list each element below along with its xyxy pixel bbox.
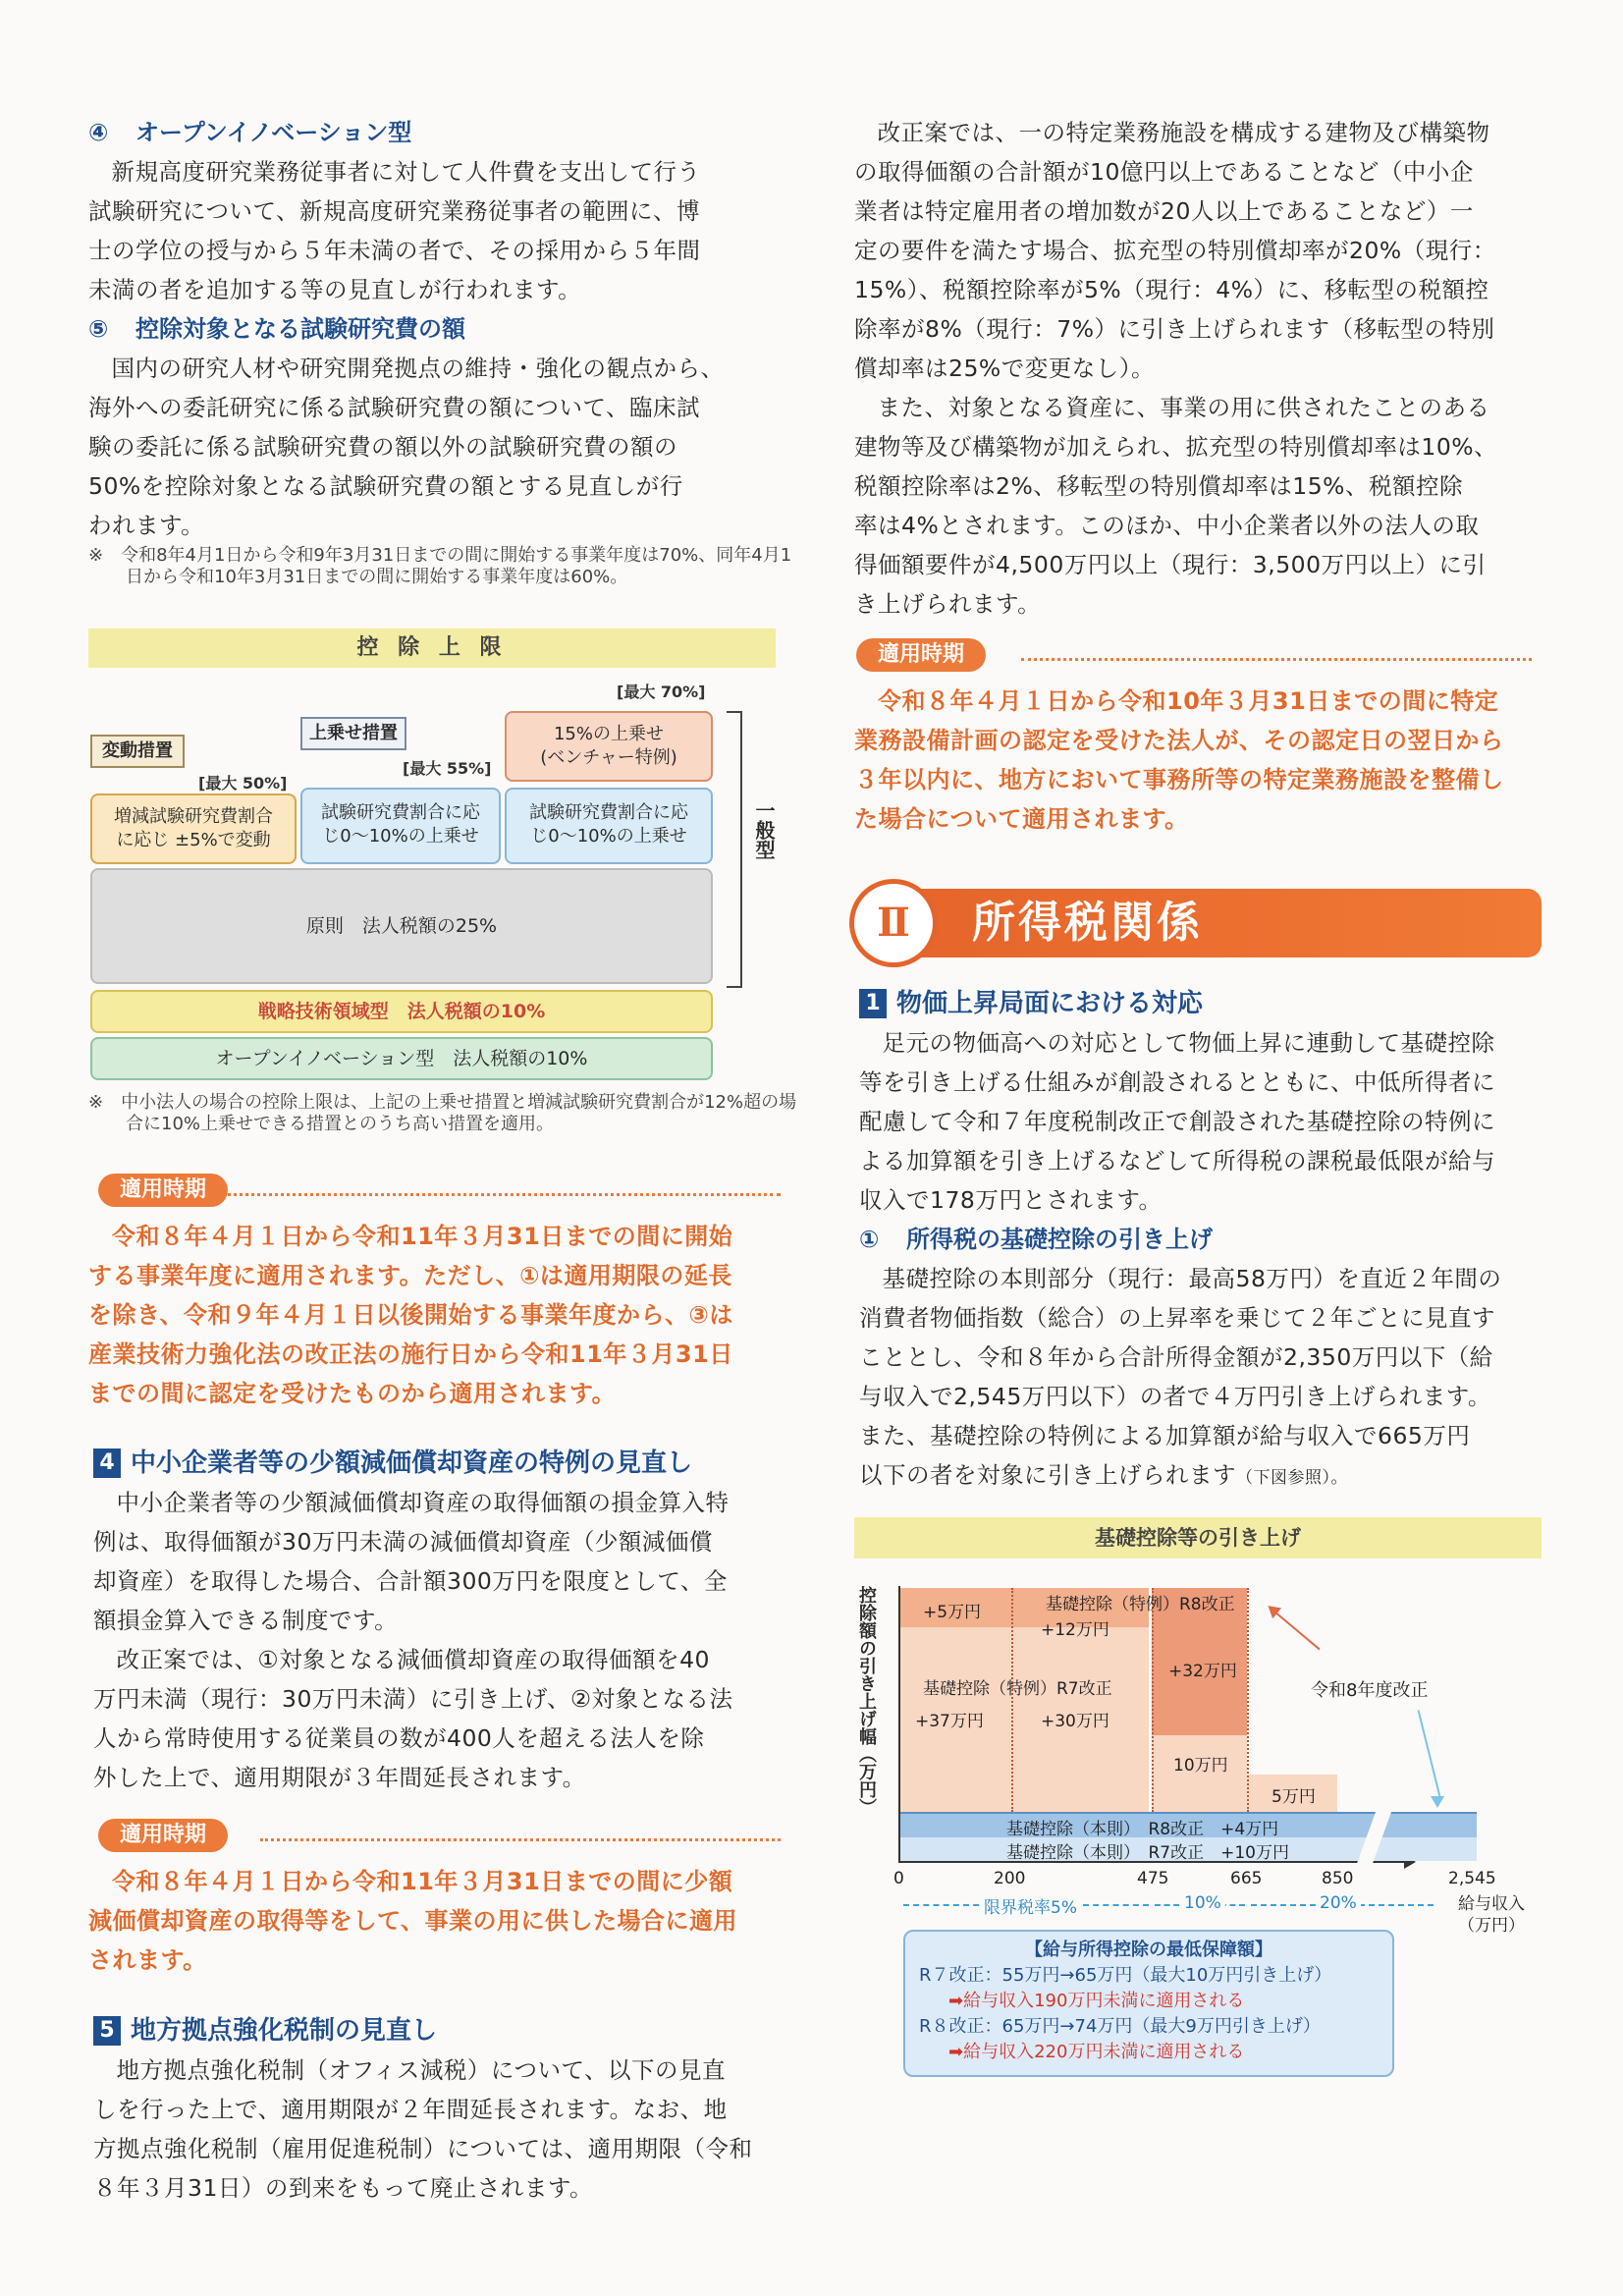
period-label: 適用時期 bbox=[856, 638, 986, 672]
paragraph-line: 験の委託に係る試験研究費の額以外の試験研究費の額の bbox=[88, 433, 677, 461]
period-line: までの間に認定を受けたものから適用されます。 bbox=[88, 1380, 617, 1407]
tick-label: 2,545 bbox=[1448, 1869, 1496, 1888]
max-50-label: [最大 50%] bbox=[198, 774, 288, 793]
paragraph-line: 得価額要件が4,500万円以上（現行：3,500万円以上）に引 bbox=[854, 551, 1487, 578]
paragraph-line: 基礎控除の本則部分（現行：最高58万円）を直近２年間の bbox=[882, 1265, 1502, 1292]
paragraph-line: また、基礎控除の特例による加算額が給与収入で665万円 bbox=[859, 1422, 1471, 1449]
paragraph-line: ８年３月31日）の到来をもって廃止されます。 bbox=[93, 2174, 594, 2202]
period-label: 適用時期 bbox=[98, 1174, 228, 1207]
chart-ylabel: 控除額の引き上げ幅（万円） bbox=[856, 1586, 877, 1816]
chart-xlabel: 給与収入 （万円） bbox=[1458, 1894, 1525, 1936]
tick-label: 850 bbox=[1322, 1869, 1354, 1888]
paragraph-line: 試験研究について、新規高度研究業務従事者の範囲に、博 bbox=[88, 197, 701, 225]
paragraph-line: 新規高度研究業務従事者に対して人件費を支出して行う bbox=[111, 158, 701, 186]
info-box bbox=[903, 1930, 1394, 2077]
footnote: ※ 令和8年4月1日から令和9年3月31日までの間に開始する事業年度は70%、同年4月1日から令和10年3月31日までの間に開始する事業年度は60%。 bbox=[88, 545, 792, 587]
label-plus37: +37万円 bbox=[915, 1712, 984, 1731]
diagram-footnote: ※ 中小法人の場合の控除上限は、上記の上乗せ措置と増減試験研究費割合が12%超の場合に10%上乗せできる措置とのうち高い措置を適用。 bbox=[88, 1092, 797, 1134]
period-block-1 bbox=[88, 1174, 785, 1413]
right-column bbox=[854, 113, 1551, 624]
period-block-2 bbox=[88, 1819, 785, 1980]
subsection-heading: ⑤ 控除対象となる試験研究費の額 bbox=[88, 315, 465, 343]
info-box-line: R８改正：65万円→74万円（最大9万円引き上げ） bbox=[919, 2016, 1321, 2037]
rate-label-5: 限界税率5% bbox=[980, 1893, 1081, 1918]
paragraph-line: 未満の者を追加する等の見直しが行われます。 bbox=[88, 276, 582, 303]
label-plus12: +12万円 bbox=[1041, 1620, 1109, 1640]
paragraph-line: こととし、令和８年から合計所得金額が2,350万円以下（給 bbox=[859, 1343, 1493, 1371]
paragraph-line: 15%）、税額控除率が5%（現行：4%）に、移転型の税額控 bbox=[854, 276, 1489, 303]
label-5: 5万円 bbox=[1271, 1787, 1316, 1807]
tick-label: 0 bbox=[893, 1869, 904, 1888]
info-box-line: R７改正：55万円→65万円（最大10万円引き上げ） bbox=[919, 1965, 1332, 1986]
paragraph-line: 例は、取得価額が30万円未満の減価償却資産（少額減価償 bbox=[93, 1528, 713, 1556]
rate-label-10: 10% bbox=[1180, 1893, 1225, 1913]
ippan-label: 一般型 bbox=[752, 800, 776, 859]
gensoku-box: 原則 法人税額の25% bbox=[90, 868, 713, 984]
paragraph-line: き上げられます。 bbox=[854, 590, 1042, 618]
tick-label: 665 bbox=[1230, 1869, 1263, 1888]
paragraph-line: 改正案では、①対象となる減価償却資産の取得価額を40 bbox=[116, 1646, 710, 1673]
info-box-line: ➡給与収入220万円未満に適用される bbox=[948, 2042, 1245, 2062]
period-line: されます。 bbox=[88, 1946, 207, 1974]
annotation-label: 令和8年度改正 bbox=[1311, 1680, 1429, 1701]
period-line: た場合について適用されます。 bbox=[854, 805, 1189, 833]
period-block-3 bbox=[854, 638, 1551, 839]
paragraph-line: しを行った上で、適用期限が２年間延長されます。なお、地 bbox=[93, 2096, 728, 2123]
paragraph-line: われます。 bbox=[88, 512, 205, 539]
paragraph-line: の取得価額の合計額が10億円以上であることなど（中小企 bbox=[854, 158, 1474, 186]
subsection-heading: ① 所得税の基礎控除の引き上げ bbox=[859, 1226, 1213, 1253]
label-10: 10万円 bbox=[1173, 1756, 1228, 1776]
paragraph-line: 消費者物価指数（総合）の上昇率を乗じて２年ごとに見直す bbox=[859, 1304, 1495, 1332]
paragraph-line: よる加算額を引き上げるなどして所得税の課税最低限が給与 bbox=[859, 1147, 1495, 1175]
hendou-label: 変動措置 bbox=[90, 735, 185, 768]
paragraph-line: 収入で178万円とされます。 bbox=[859, 1186, 1163, 1214]
subsection-heading: ④ オープンイノベーション型 bbox=[88, 119, 412, 146]
paragraph-line: 50%を控除対象となる試験研究費の額とする見直しが行 bbox=[88, 472, 683, 500]
label-plus30: +30万円 bbox=[1041, 1712, 1109, 1731]
paragraph-line: 与収入で2,545万円以下）の者で４万円引き上げられます。 bbox=[859, 1383, 1491, 1410]
section-2-banner bbox=[849, 879, 1542, 967]
senryaku-box: 戦略技術領域型 法人税額の10% bbox=[90, 990, 713, 1033]
open-box: オープンイノベーション型 法人税額の10% bbox=[90, 1037, 713, 1080]
section-2-title: 所得税関係 bbox=[972, 898, 1203, 948]
paragraph-line: 定の要件を満たす場合、拡充型の特別償却率が20%（現行： bbox=[854, 237, 1496, 264]
section-heading: 5 地方拠点強化税制の見直し bbox=[93, 2011, 790, 2050]
label-plus32: +32万円 bbox=[1168, 1662, 1237, 1681]
right-section-1 bbox=[859, 984, 1556, 1498]
paragraph-line: 税額控除率は2%、移転型の特別償却率は15%、税額控除 bbox=[854, 472, 1464, 500]
section-2-circle: Ⅱ bbox=[849, 879, 938, 967]
paragraph-line: 率は4%とされます。このほか、中小企業者以外の法人の取 bbox=[854, 512, 1480, 539]
paragraph-line: 地方拠点強化税制（オフィス減税）について、以下の見直 bbox=[116, 2056, 726, 2084]
paragraph-line: 海外への委託研究に係る試験研究費の額について、臨床試 bbox=[88, 394, 701, 421]
label-r7-main: 基礎控除（本則） R7改正 +10万円 bbox=[1006, 1843, 1290, 1863]
paragraph-line: 以下の者を対象に引き上げられます（下図参照）。 bbox=[859, 1461, 1348, 1489]
shiken-box-1: 試験研究費割合に応 じ0～10%の上乗せ bbox=[300, 788, 501, 864]
paragraph-line: 額損金算入できる制度です。 bbox=[93, 1607, 399, 1634]
paragraph-line: 業者は特定雇用者の増加数が20人以上であることなど）一 bbox=[854, 197, 1474, 225]
label-plus5: +5万円 bbox=[923, 1603, 982, 1622]
paragraph-line: 万円未満（現行：30万円未満）に引き上げ、②対象となる法 bbox=[93, 1685, 733, 1713]
paragraph-line: 士の学位の授与から５年未満の者で、その採用から５年間 bbox=[88, 237, 701, 264]
period-label: 適用時期 bbox=[98, 1819, 228, 1852]
paragraph-line: また、対象となる資産に、事業の用に供されたことのある bbox=[877, 394, 1490, 421]
paragraph-line: 償却率は25%で変更なし）。 bbox=[854, 355, 1155, 382]
uwanose-label: 上乗せ措置 bbox=[300, 717, 406, 750]
ippan-bracket bbox=[727, 711, 742, 988]
zougen-box: 増減試験研究費割合 に応じ ±5%で変動 bbox=[90, 793, 297, 864]
rate-label-20: 20% bbox=[1316, 1893, 1361, 1913]
paragraph-line: 建物等及び構築物が加えられ、拡充型の特別償却率は10%、 bbox=[854, 433, 1498, 461]
deduction-diagram bbox=[88, 629, 776, 1069]
paragraph-line: 外した上で、適用期限が３年間延長されます。 bbox=[93, 1764, 586, 1791]
label-r8-main: 基礎控除（本則） R8改正 +4万円 bbox=[1006, 1820, 1279, 1839]
paragraph-line: 配慮して令和７年度税制改正で創設された基礎控除の特例に bbox=[859, 1108, 1495, 1135]
section-4 bbox=[93, 1444, 790, 1797]
paragraph-line: 改正案では、一の特定業務施設を構成する建物及び構築物 bbox=[877, 119, 1490, 146]
diagram-title: 控 除 上 限 bbox=[88, 629, 776, 668]
section-heading: 4 中小企業者等の少額減価償却資産の特例の見直し bbox=[93, 1444, 790, 1483]
paragraph-line: 等を引き上げる仕組みが創設されるとともに、中低所得者に bbox=[859, 1068, 1495, 1096]
paragraph-line: 却資産）を取得した場合、合計額300万円を限度として、全 bbox=[93, 1567, 728, 1595]
info-box-title: 【給与所得控除の最低保障額】 bbox=[1025, 1940, 1272, 1960]
period-line: する事業年度に適用されます。ただし、①は適用期限の延長 bbox=[88, 1262, 732, 1289]
kiso-chart bbox=[854, 1517, 1542, 2106]
period-line: 業務設備計画の認定を受けた法人が、その認定日の翌日から bbox=[854, 727, 1504, 754]
paragraph-line: 方拠点強化税制（雇用促進税制）については、適用期限（令和 bbox=[93, 2135, 753, 2162]
chart-title: 基礎控除等の引き上げ bbox=[854, 1517, 1542, 1558]
tick-label: 475 bbox=[1137, 1869, 1169, 1888]
period-line: 令和８年４月１日から令和11年３月31日までの間に開始 bbox=[112, 1223, 733, 1250]
section-heading: 1 物価上昇局面における対応 bbox=[859, 984, 1556, 1023]
period-line: 令和８年４月１日から令和10年３月31日までの間に特定 bbox=[878, 687, 1499, 715]
info-box-line: ➡給与収入190万円未満に適用される bbox=[948, 1991, 1245, 2011]
period-line: ３年以内に、地方において事務所等の特定業務施設を整備し bbox=[854, 766, 1504, 793]
shiken-box-2: 試験研究費割合に応 じ0～10%の上乗せ bbox=[505, 788, 713, 864]
period-line: 産業技術力強化法の改正法の施行日から令和11年３月31日 bbox=[88, 1340, 733, 1368]
max-55-label: [最大 55%] bbox=[403, 759, 492, 778]
paragraph-line: 中小企業者等の少額減価償却資産の取得価額の損金算入特 bbox=[116, 1489, 730, 1516]
paragraph-line: 国内の研究人材や研究開発拠点の維持・強化の観点から、 bbox=[111, 355, 725, 382]
label-r8-special: 基礎控除（特例）R8改正 bbox=[1046, 1595, 1235, 1614]
annotation-arrow bbox=[1273, 1611, 1320, 1650]
paragraph-line: 足元の物価高への対応として物価上昇に連動して基礎控除 bbox=[882, 1029, 1495, 1057]
period-line: を除き、令和９年４月１日以後開始する事業年度から、③は bbox=[88, 1301, 733, 1329]
left-column bbox=[88, 113, 792, 588]
venture-box: 15%の上乗せ (ベンチャー特例) bbox=[505, 711, 713, 782]
paragraph-line: 除率が8%（現行：7%）に引き上げられます（移転型の特別 bbox=[854, 315, 1495, 343]
period-line: 減価償却資産の取得等をして、事業の用に供した場合に適用 bbox=[88, 1907, 738, 1935]
period-line: 令和８年４月１日から令和11年３月31日までの間に少額 bbox=[112, 1868, 733, 1895]
max-70-label: [最大 70%] bbox=[617, 683, 706, 701]
tick-label: 200 bbox=[994, 1869, 1026, 1888]
section-5 bbox=[93, 2011, 790, 2208]
label-r7-special: 基礎控除（特例）R7改正 bbox=[923, 1679, 1112, 1699]
paragraph-line: 人から常時使用する従業員の数が400人を超える法人を除 bbox=[93, 1724, 705, 1752]
